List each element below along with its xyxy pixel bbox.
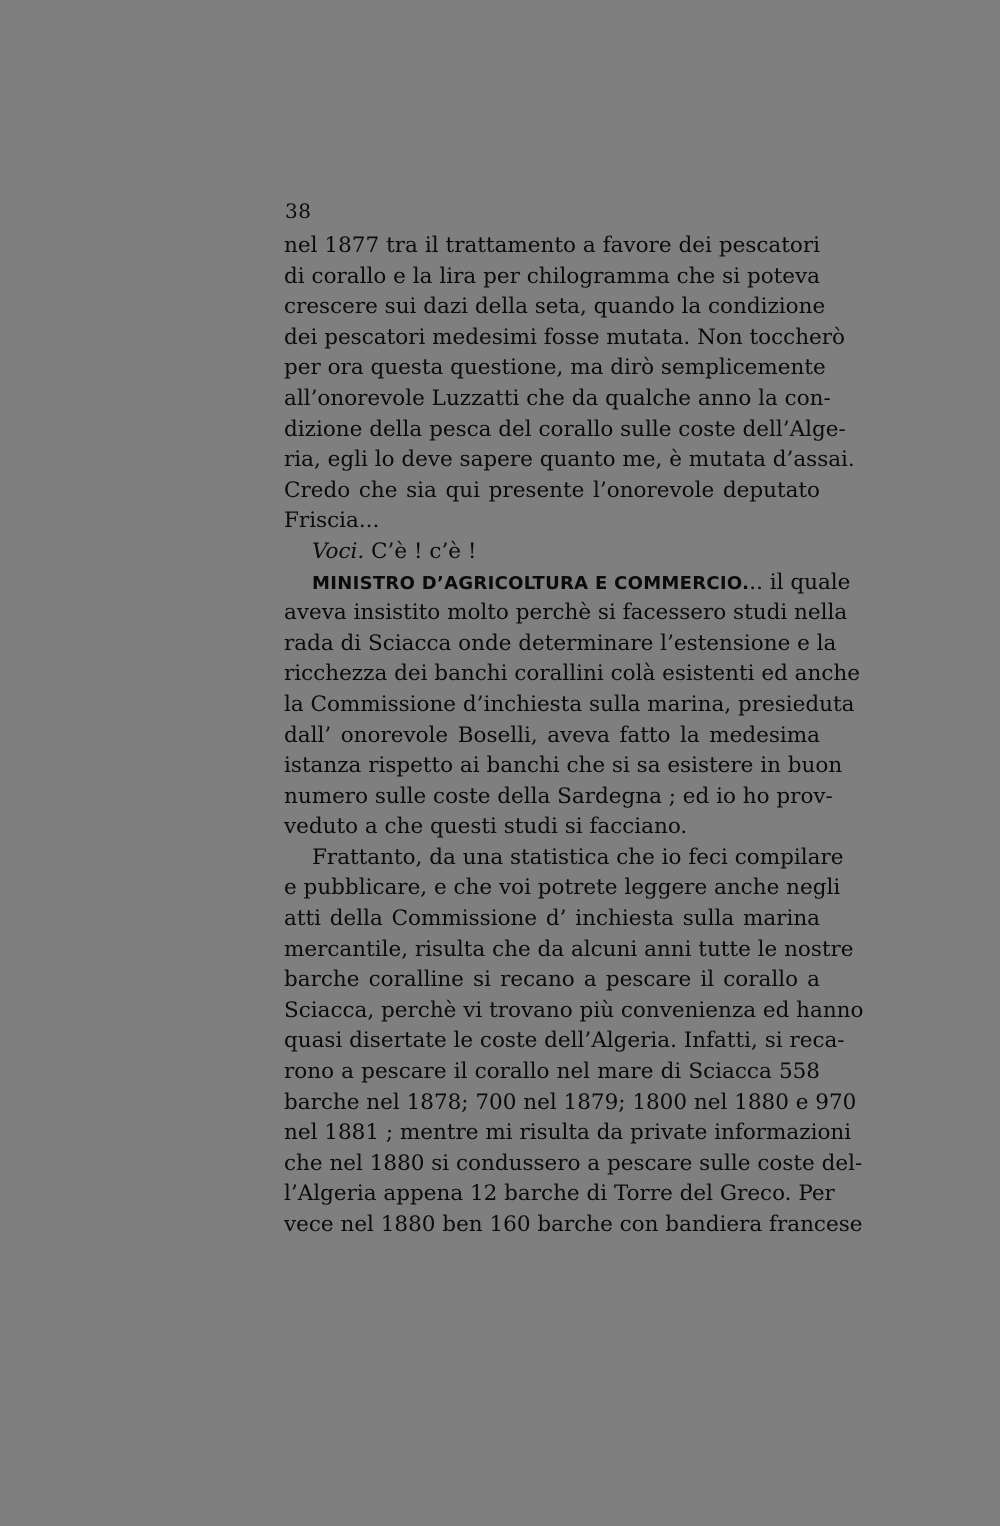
body-text (284, 231, 864, 1241)
text-line: che nel 1880 si condussero a pescare sulle coste del- (284, 1150, 863, 1176)
text-line: quasi disertate le coste dell’Algeria. Infatti, si reca- (284, 1028, 845, 1054)
text-line: rono a pescare il corallo nel mare di Sciacca 558 (284, 1059, 820, 1085)
text-line: barche coralline si recano a pescare il corallo a (284, 967, 820, 993)
text-line: atti della Commissione d’ inchiesta sulla marina (284, 906, 820, 932)
text-line: per ora questa questione, ma dirò semplicemente (284, 355, 826, 381)
text-line: rada di Sciacca onde determinare l’estensione e la (284, 630, 837, 656)
speaker-line (284, 568, 851, 599)
text-line: barche nel 1878; 700 nel 1879; 1800 nel 1880 e 970 (284, 1089, 857, 1115)
text-line: ria, egli lo deve sapere quanto me, è mutata d’assai. (284, 447, 855, 473)
interjection-line (284, 537, 820, 568)
text-line: dizione della pesca del corallo sulle coste dell’Alge- (284, 416, 846, 442)
speaker-line-rest: .. il quale (749, 569, 851, 595)
page-number: 38 (285, 199, 312, 223)
text-line: istanza rispetto ai banchi che si sa esistere in buon (284, 753, 843, 779)
text-line: numero sulle coste della Sardegna ; ed io ho prov- (284, 783, 833, 809)
text-line: Sciacca, perchè vi trovano più convenienza ed hanno (284, 997, 864, 1023)
text-line: mercantile, risulta che da alcuni anni tutte le nostre (284, 936, 854, 962)
text-line: dall’ onorevole Boselli, aveva fatto la medesima (284, 722, 820, 748)
text-line: Credo che sia qui presente l’onorevole deputato (284, 477, 820, 503)
text-line: Friscia... (284, 508, 380, 534)
text-line: aveva insistito molto perchè si facessero studi nella (284, 600, 848, 626)
text-line: Frattanto, da una statistica che io feci compilare (312, 844, 844, 870)
text-line: dei pescatori medesimi fosse mutata. Non toccherò (284, 324, 845, 350)
text-line: e pubblicare, e che voi potrete leggere anche negli (284, 875, 841, 901)
text-line: la Commissione d’inchiesta sulla marina, presieduta (284, 691, 855, 717)
text-line: veduto a che questi studi si facciano. (284, 814, 688, 840)
text-line: nel 1881 ; mentre mi risulta da private informazioni (284, 1120, 852, 1146)
text-line: all’onorevole Luzzatti che da qualche anno la con- (284, 385, 831, 411)
text-line: ricchezza dei banchi corallini colà esistenti ed anche (284, 661, 860, 687)
text-line: nel 1877 tra il trattamento a favore dei pescatori (284, 233, 820, 258)
text-line: vece nel 1880 ben 160 barche con bandiera francese (284, 1212, 863, 1237)
interjection-text: C’è ! c’è ! (364, 538, 477, 564)
speaker-name: MINISTRO D’AGRICOLTURA E COMMERCIO. (312, 572, 750, 594)
text-line: l’Algeria appena 12 barche di Torre del Greco. Per (284, 1181, 835, 1207)
text-line: di corallo e la lira per chilogramma che si poteva (284, 263, 820, 289)
text-line: crescere sui dazi della seta, quando la condizione (284, 294, 826, 320)
interjection-label: Voci. (312, 538, 365, 564)
